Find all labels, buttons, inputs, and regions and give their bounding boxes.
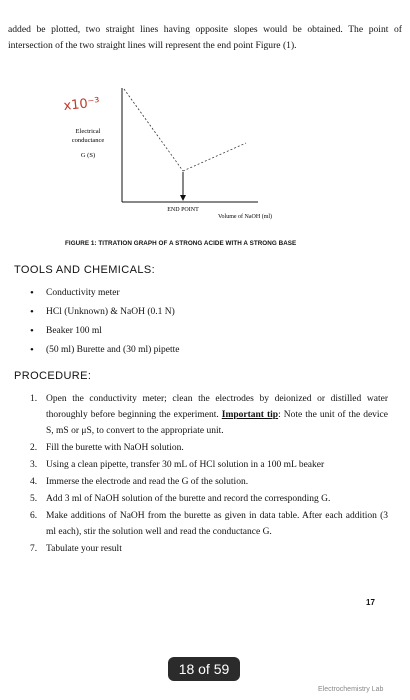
descending-conductance-line [124,89,183,171]
step-text: Tabulate your result [46,544,122,554]
procedure-step [30,457,388,473]
page-number: 17 [366,598,375,607]
procedure-step-1 [30,391,388,439]
step-number: 7. [30,544,38,554]
figure-caption: FIGURE 1: TITRATION GRAPH OF A STRONG ACIDE WITH A STRONG BASE [65,240,297,247]
intro-paragraph [8,22,402,54]
procedure-step [30,474,388,490]
procedure-step [30,491,388,507]
step-text: Immerse the electrode and read the G of the solution. [46,477,249,487]
tools-heading: TOOLS AND CHEMICALS: [14,264,156,276]
list-item: • HCl (Unknown) & NaOH (0.1 N) [30,304,180,323]
y-axis-label-line2: conductance [71,137,105,144]
step-number: 4. [30,477,38,487]
y-axis-label-line1: Electrical [75,128,101,135]
y-axis-label-line3: G (S) [80,152,96,159]
x-axis-label: Volume of NaOH (ml) [218,214,273,220]
footer-label: Electrochemistry Lab [318,686,384,693]
list-item: • Beaker 100 ml [30,323,180,342]
titration-graph [0,80,410,230]
step-number: 6. [30,511,38,521]
step-text: Using a clean pipette, transfer 30 mL of HCl solution in a 100 mL beaker [46,460,325,470]
tools-list [30,285,180,361]
step-text: Fill the burette with NaOH solution. [46,443,184,453]
step-text: Make additions of NaOH from the burette as given in data table. After each addition (3 ml each), stir the solution well and read the conductance G. [46,511,388,537]
step-number: 3. [30,460,38,470]
procedure-step [30,440,388,456]
step-number: 2. [30,443,38,453]
step-number: 1. [30,394,38,404]
handwritten-annotation: x10⁻³ [62,95,101,114]
list-item: • (50 ml) Burette and (30 ml) pipette [30,342,180,361]
list-item: • Conductivity meter [30,285,180,304]
page-indicator[interactable]: 18 of 59 [168,657,240,681]
step-number: 5. [30,494,38,504]
procedure-step [30,508,388,540]
procedure-step [30,541,388,557]
procedure-heading: PROCEDURE: [14,370,92,382]
important-tip-label: Important tip [221,410,279,420]
end-point-arrow-icon [180,195,186,201]
intro-text: added be plotted, two straight lines having opposite slopes would be obtained. The point of intersection of the two straight lines will represent the end point Figure (1). [8,24,402,51]
end-point-label: END POINT [167,207,199,213]
ascending-conductance-line [183,143,246,171]
step-text-after-tip: : Note the unit of the device S, mS or μS, to convert to the appropriate unit. [46,410,388,436]
step-text: Add 3 ml of NaOH solution of the burette and record the corresponding G. [46,494,331,504]
step-text-before-tip: Open the conductivity meter; clean the electrodes by deionized or distilled water thoroughly before beginning the experiment. [46,394,388,420]
procedure-list [30,391,388,558]
